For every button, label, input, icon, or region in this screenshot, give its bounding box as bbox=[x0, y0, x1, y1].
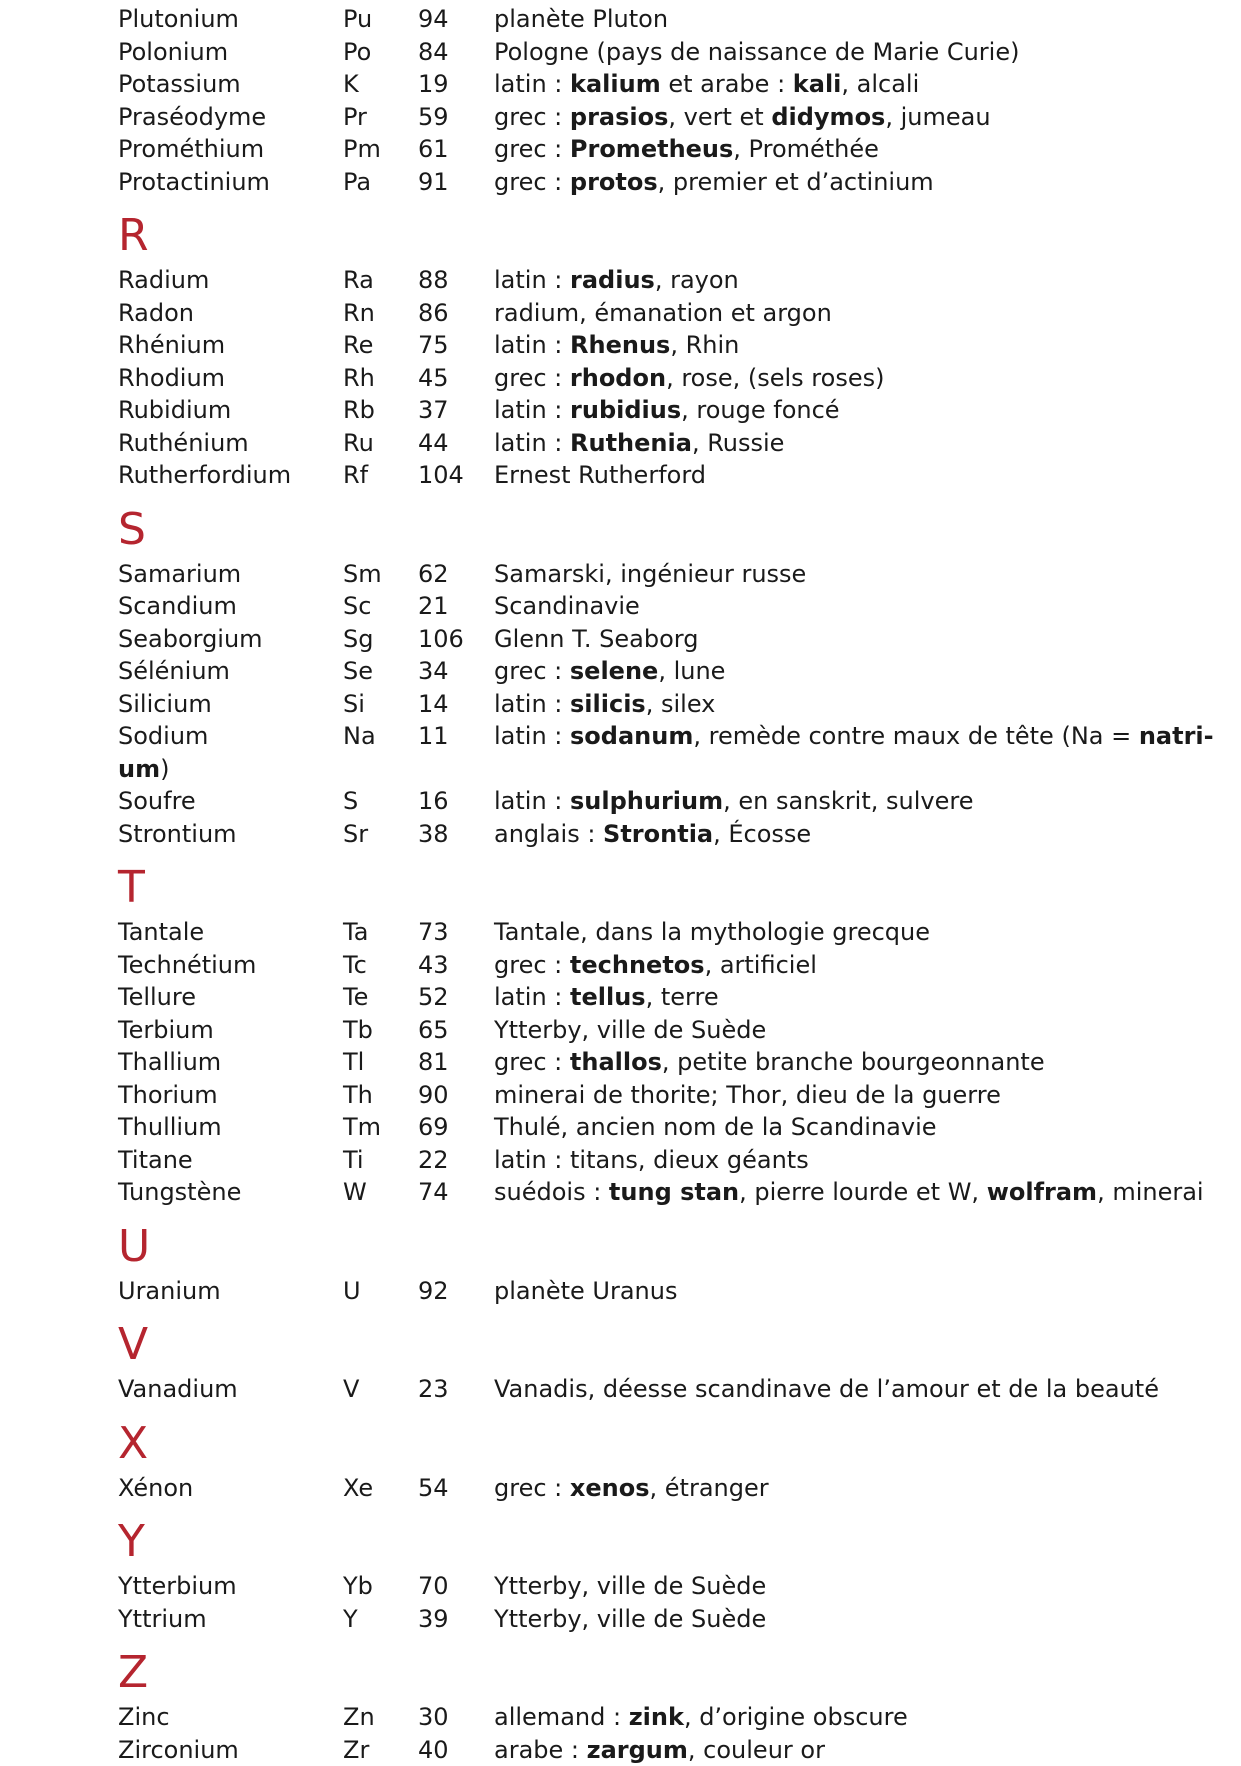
section-letter: Y bbox=[0, 1506, 1241, 1574]
element-symbol: Pr bbox=[343, 101, 367, 134]
element-row bbox=[0, 1570, 1241, 1603]
atomic-number: 61 bbox=[418, 133, 449, 166]
origin-text: , rayon bbox=[655, 266, 739, 294]
origin-text: , Prométhée bbox=[733, 135, 879, 163]
origin-text: , petite branche bourgeonnante bbox=[662, 1048, 1045, 1076]
origin-text: Glenn T. Seaborg bbox=[494, 625, 698, 653]
element-name: Rutherfordium bbox=[118, 459, 291, 492]
element-row bbox=[0, 655, 1241, 688]
element-row bbox=[0, 590, 1241, 623]
element-symbol: Rb bbox=[343, 394, 375, 427]
origin-term: um bbox=[118, 755, 160, 783]
element-name: Rhodium bbox=[118, 362, 225, 395]
element-name: Ytterbium bbox=[118, 1570, 237, 1603]
element-name: Titane bbox=[118, 1144, 193, 1177]
atomic-number: 86 bbox=[418, 297, 449, 330]
atomic-number: 22 bbox=[418, 1144, 449, 1177]
origin-term: selene bbox=[570, 657, 658, 685]
atomic-number: 92 bbox=[418, 1275, 449, 1308]
atomic-number: 73 bbox=[418, 916, 449, 949]
element-row bbox=[0, 3, 1241, 36]
origin-text: planète Pluton bbox=[494, 5, 668, 33]
element-origin bbox=[494, 297, 1214, 330]
origin-text: Pologne (pays de naissance de Marie Curie) bbox=[494, 38, 1019, 66]
element-name: Tungstène bbox=[118, 1176, 241, 1209]
origin-text: , couleur or bbox=[688, 1736, 825, 1764]
element-origin bbox=[494, 427, 1214, 460]
element-symbol: Tm bbox=[343, 1111, 381, 1144]
element-symbol: Tl bbox=[343, 1046, 364, 1079]
origin-text: latin : bbox=[494, 266, 570, 294]
origin-text: , minerai bbox=[1097, 1178, 1204, 1206]
atomic-number: 90 bbox=[418, 1079, 449, 1112]
origin-text: Ytterby, ville de Suède bbox=[494, 1572, 766, 1600]
origin-text: latin : bbox=[494, 690, 570, 718]
section-letter: X bbox=[0, 1408, 1241, 1476]
origin-text: latin : bbox=[494, 983, 570, 1011]
element-row bbox=[0, 329, 1241, 362]
origin-text: , silex bbox=[646, 690, 716, 718]
origin-text: Scandinavie bbox=[494, 592, 640, 620]
element-origin bbox=[494, 1144, 1214, 1177]
origin-text: grec : bbox=[494, 135, 570, 163]
element-row bbox=[0, 623, 1241, 656]
origin-text: , remède contre maux de tête (Na = bbox=[693, 722, 1139, 750]
origin-text: suédois : bbox=[494, 1178, 609, 1206]
element-name: Silicium bbox=[118, 688, 212, 721]
element-symbol: Sc bbox=[343, 590, 371, 623]
element-origin bbox=[494, 1275, 1214, 1308]
origin-text: grec : bbox=[494, 364, 570, 392]
origin-text: , d’origine obscure bbox=[684, 1703, 908, 1731]
origin-text: latin : bbox=[494, 722, 570, 750]
atomic-number: 69 bbox=[418, 1111, 449, 1144]
element-row bbox=[0, 981, 1241, 1014]
element-name: Yttrium bbox=[118, 1603, 207, 1636]
origin-term: zargum bbox=[587, 1736, 688, 1764]
element-symbol: Rh bbox=[343, 362, 375, 395]
atomic-number: 14 bbox=[418, 688, 449, 721]
atomic-number: 11 bbox=[418, 720, 449, 753]
atomic-number: 104 bbox=[418, 459, 464, 492]
element-row bbox=[0, 1275, 1241, 1308]
atomic-number: 45 bbox=[418, 362, 449, 395]
element-origin bbox=[494, 68, 1214, 101]
origin-text: grec : bbox=[494, 1474, 570, 1502]
origin-term: silicis bbox=[570, 690, 646, 718]
element-name: Rubidium bbox=[118, 394, 231, 427]
element-symbol: Rf bbox=[343, 459, 368, 492]
element-symbol: S bbox=[343, 785, 358, 818]
element-name: Thorium bbox=[118, 1079, 218, 1112]
element-row bbox=[0, 1373, 1241, 1406]
element-symbol: Zn bbox=[343, 1701, 375, 1734]
atomic-number: 62 bbox=[418, 558, 449, 591]
element-origin bbox=[494, 459, 1214, 492]
element-symbol: Pa bbox=[343, 166, 371, 199]
element-name: Sodium bbox=[118, 720, 208, 753]
element-name: Potassium bbox=[118, 68, 241, 101]
element-origin bbox=[494, 329, 1214, 362]
element-row bbox=[0, 1144, 1241, 1177]
origin-term: protos bbox=[570, 168, 658, 196]
element-name: Tantale bbox=[118, 916, 204, 949]
element-symbol: V bbox=[343, 1373, 359, 1406]
origin-term: zink bbox=[629, 1703, 684, 1731]
element-symbol: Sg bbox=[343, 623, 373, 656]
origin-text: , étranger bbox=[650, 1474, 769, 1502]
element-name: Seaborgium bbox=[118, 623, 263, 656]
element-name: Scandium bbox=[118, 590, 237, 623]
element-symbol: U bbox=[343, 1275, 361, 1308]
origin-term: prasios bbox=[570, 103, 669, 131]
element-row bbox=[0, 68, 1241, 101]
origin-text: allemand : bbox=[494, 1703, 629, 1731]
element-origin bbox=[494, 1046, 1214, 1079]
element-symbol: Sr bbox=[343, 818, 368, 851]
atomic-number: 59 bbox=[418, 101, 449, 134]
origin-term: tellus bbox=[570, 983, 646, 1011]
origin-term: Rhenus bbox=[570, 331, 670, 359]
element-name: Prométhium bbox=[118, 133, 264, 166]
origin-term: sodanum bbox=[570, 722, 693, 750]
element-symbol: Y bbox=[343, 1603, 358, 1636]
origin-term: tung stan bbox=[609, 1178, 739, 1206]
origin-text: , vert et bbox=[668, 103, 771, 131]
origin-text: radium, émanation et argon bbox=[494, 299, 832, 327]
element-symbol: Re bbox=[343, 329, 373, 362]
origin-term: sulphurium bbox=[570, 787, 723, 815]
origin-term: rhodon bbox=[570, 364, 666, 392]
element-symbol: Th bbox=[343, 1079, 373, 1112]
origin-text: , premier et d’actinium bbox=[658, 168, 934, 196]
element-name: Uranium bbox=[118, 1275, 221, 1308]
element-row bbox=[0, 688, 1241, 721]
origin-text: grec : bbox=[494, 168, 570, 196]
element-name: Rhénium bbox=[118, 329, 225, 362]
element-symbol: Rn bbox=[343, 297, 375, 330]
element-name: Praséodyme bbox=[118, 101, 266, 134]
origin-text: Samarski, ingénieur russe bbox=[494, 560, 806, 588]
element-name: Terbium bbox=[118, 1014, 214, 1047]
element-row bbox=[0, 1472, 1241, 1505]
element-name: Thullium bbox=[118, 1111, 222, 1144]
element-row bbox=[0, 916, 1241, 949]
element-symbol: Zr bbox=[343, 1734, 369, 1766]
atomic-number: 75 bbox=[418, 329, 449, 362]
element-symbol: Ti bbox=[343, 1144, 364, 1177]
origin-term: natri- bbox=[1139, 722, 1214, 750]
element-row bbox=[0, 297, 1241, 330]
element-origin bbox=[494, 1373, 1214, 1406]
origin-term: kalium bbox=[570, 70, 661, 98]
element-row bbox=[0, 459, 1241, 492]
element-row bbox=[0, 720, 1241, 785]
origin-text: latin : titans, dieux géants bbox=[494, 1146, 809, 1174]
element-symbol: Sm bbox=[343, 558, 382, 591]
element-symbol: Po bbox=[343, 36, 371, 69]
element-name: Protactinium bbox=[118, 166, 270, 199]
origin-text: , Rhin bbox=[670, 331, 739, 359]
element-origin bbox=[494, 1111, 1214, 1144]
atomic-number: 23 bbox=[418, 1373, 449, 1406]
element-origin bbox=[494, 1472, 1214, 1505]
atomic-number: 52 bbox=[418, 981, 449, 1014]
origin-term: kali bbox=[793, 70, 842, 98]
element-name: Thallium bbox=[118, 1046, 221, 1079]
origin-term: radius bbox=[570, 266, 655, 294]
origin-text: latin : bbox=[494, 70, 570, 98]
element-name: Soufre bbox=[118, 785, 196, 818]
element-symbol: Te bbox=[343, 981, 368, 1014]
element-name: Strontium bbox=[118, 818, 237, 851]
atomic-number: 19 bbox=[418, 68, 449, 101]
element-row bbox=[0, 36, 1241, 69]
origin-text: , terre bbox=[646, 983, 719, 1011]
element-origin bbox=[494, 36, 1214, 69]
element-name: Tellure bbox=[118, 981, 196, 1014]
element-origin bbox=[494, 949, 1214, 982]
atomic-number: 91 bbox=[418, 166, 449, 199]
element-symbol: Ru bbox=[343, 427, 374, 460]
atomic-number: 38 bbox=[418, 818, 449, 851]
atomic-number: 37 bbox=[418, 394, 449, 427]
element-origin bbox=[494, 264, 1214, 297]
element-origin bbox=[494, 916, 1214, 949]
atomic-number: 106 bbox=[418, 623, 464, 656]
element-origin bbox=[494, 101, 1214, 134]
element-row bbox=[0, 166, 1241, 199]
origin-text: , Russie bbox=[692, 429, 785, 457]
element-row bbox=[0, 1014, 1241, 1047]
origin-term: Prometheus bbox=[570, 135, 733, 163]
element-symbol: Xe bbox=[343, 1472, 373, 1505]
element-origin bbox=[494, 362, 1214, 395]
atomic-number: 16 bbox=[418, 785, 449, 818]
atomic-number: 81 bbox=[418, 1046, 449, 1079]
atomic-number: 54 bbox=[418, 1472, 449, 1505]
section-letter: R bbox=[0, 200, 1241, 268]
element-row bbox=[0, 558, 1241, 591]
element-origin bbox=[494, 1014, 1214, 1047]
origin-text: grec : bbox=[494, 103, 570, 131]
element-origin bbox=[494, 1701, 1214, 1734]
element-symbol: Pu bbox=[343, 3, 372, 36]
element-symbol: Pm bbox=[343, 133, 381, 166]
origin-text: grec : bbox=[494, 1048, 570, 1076]
element-name: Xénon bbox=[118, 1472, 193, 1505]
element-origin bbox=[494, 1570, 1214, 1603]
origin-term: Strontia bbox=[603, 820, 713, 848]
element-symbol: K bbox=[343, 68, 359, 101]
origin-text: ) bbox=[160, 755, 169, 783]
atomic-number: 39 bbox=[418, 1603, 449, 1636]
element-origin bbox=[494, 623, 1214, 656]
origin-text: minerai de thorite; Thor, dieu de la guerre bbox=[494, 1081, 1001, 1109]
element-origin bbox=[494, 1603, 1214, 1636]
element-name: Polonium bbox=[118, 36, 228, 69]
atomic-number: 88 bbox=[418, 264, 449, 297]
element-origin bbox=[494, 981, 1214, 1014]
element-symbol: Ra bbox=[343, 264, 374, 297]
element-row bbox=[0, 1176, 1241, 1209]
origin-text: , en sanskrit, sulvere bbox=[723, 787, 973, 815]
origin-text: planète Uranus bbox=[494, 1277, 677, 1305]
atomic-number: 40 bbox=[418, 1734, 449, 1766]
origin-text: Ernest Rutherford bbox=[494, 461, 706, 489]
element-row bbox=[0, 1046, 1241, 1079]
origin-text: grec : bbox=[494, 951, 570, 979]
origin-term: xenos bbox=[570, 1474, 650, 1502]
origin-text: , jumeau bbox=[885, 103, 990, 131]
element-symbol: Na bbox=[343, 720, 376, 753]
element-origin bbox=[494, 394, 1214, 427]
element-row bbox=[0, 1079, 1241, 1112]
element-row bbox=[0, 785, 1241, 818]
element-name: Ruthénium bbox=[118, 427, 249, 460]
element-row bbox=[0, 394, 1241, 427]
element-origin bbox=[494, 655, 1214, 688]
origin-text: Ytterby, ville de Suède bbox=[494, 1605, 766, 1633]
atomic-number: 94 bbox=[418, 3, 449, 36]
element-origin bbox=[494, 1079, 1214, 1112]
origin-term: didymos bbox=[771, 103, 885, 131]
element-origin bbox=[494, 166, 1214, 199]
atomic-number: 43 bbox=[418, 949, 449, 982]
element-row bbox=[0, 101, 1241, 134]
origin-text: et arabe : bbox=[661, 70, 793, 98]
atomic-number: 70 bbox=[418, 1570, 449, 1603]
element-symbol: Tc bbox=[343, 949, 367, 982]
element-name: Technétium bbox=[118, 949, 256, 982]
origin-text: , pierre lourde et W, bbox=[739, 1178, 987, 1206]
element-origin bbox=[494, 688, 1214, 721]
element-row bbox=[0, 1701, 1241, 1734]
origin-text: , rouge foncé bbox=[681, 396, 839, 424]
origin-text: Vanadis, déesse scandinave de l’amour et de la beauté bbox=[494, 1375, 1159, 1403]
element-symbol: W bbox=[343, 1176, 367, 1209]
element-symbol: Yb bbox=[343, 1570, 373, 1603]
element-symbol: Tb bbox=[343, 1014, 373, 1047]
element-origin bbox=[494, 1734, 1214, 1766]
element-row bbox=[0, 362, 1241, 395]
element-symbol: Ta bbox=[343, 916, 368, 949]
origin-term: thallos bbox=[570, 1048, 662, 1076]
element-name: Zinc bbox=[118, 1701, 170, 1734]
origin-text: anglais : bbox=[494, 820, 603, 848]
atomic-number: 21 bbox=[418, 590, 449, 623]
element-row bbox=[0, 1111, 1241, 1144]
origin-term: rubidius bbox=[570, 396, 681, 424]
element-origin bbox=[494, 720, 1214, 753]
origin-text: latin : bbox=[494, 331, 570, 359]
atomic-number: 34 bbox=[418, 655, 449, 688]
origin-text: arabe : bbox=[494, 1736, 587, 1764]
element-name: Samarium bbox=[118, 558, 241, 591]
element-row bbox=[0, 949, 1241, 982]
atomic-number: 65 bbox=[418, 1014, 449, 1047]
atomic-number: 74 bbox=[418, 1176, 449, 1209]
origin-term: technetos bbox=[570, 951, 705, 979]
element-origin bbox=[494, 3, 1214, 36]
origin-text: grec : bbox=[494, 657, 570, 685]
origin-term: Ruthenia bbox=[570, 429, 692, 457]
element-symbol: Si bbox=[343, 688, 365, 721]
origin-text: latin : bbox=[494, 396, 570, 424]
section-letter: U bbox=[0, 1211, 1241, 1279]
element-name: Radium bbox=[118, 264, 209, 297]
element-origin bbox=[494, 1176, 1214, 1209]
origin-text: Ytterby, ville de Suède bbox=[494, 1016, 766, 1044]
section-letter: S bbox=[0, 494, 1241, 562]
section-letter: Z bbox=[0, 1637, 1241, 1705]
element-name: Vanadium bbox=[118, 1373, 238, 1406]
origin-text: Thulé, ancien nom de la Scandinavie bbox=[494, 1113, 937, 1141]
element-origin bbox=[494, 818, 1214, 851]
element-name: Plutonium bbox=[118, 3, 239, 36]
origin-text: , lune bbox=[658, 657, 725, 685]
atomic-number: 44 bbox=[418, 427, 449, 460]
section-letter: V bbox=[0, 1309, 1241, 1377]
element-name: Radon bbox=[118, 297, 194, 330]
atomic-number: 84 bbox=[418, 36, 449, 69]
element-name: Sélénium bbox=[118, 655, 230, 688]
origin-text: latin : bbox=[494, 429, 570, 457]
element-origin bbox=[494, 133, 1214, 166]
element-row bbox=[0, 427, 1241, 460]
origin-text: Tantale, dans la mythologie grecque bbox=[494, 918, 930, 946]
element-row bbox=[0, 133, 1241, 166]
element-origin bbox=[494, 558, 1214, 591]
element-row bbox=[0, 1734, 1241, 1766]
element-symbol: Se bbox=[343, 655, 373, 688]
atomic-number: 30 bbox=[418, 1701, 449, 1734]
element-origin bbox=[494, 590, 1214, 623]
element-row bbox=[0, 264, 1241, 297]
origin-term: wolfram bbox=[987, 1178, 1097, 1206]
element-row bbox=[0, 818, 1241, 851]
origin-text: , alcali bbox=[841, 70, 919, 98]
section-letter: T bbox=[0, 852, 1241, 920]
origin-text: , artificiel bbox=[705, 951, 817, 979]
element-origin-continuation bbox=[118, 753, 169, 786]
element-row bbox=[0, 1603, 1241, 1636]
element-name: Zirconium bbox=[118, 1734, 239, 1766]
origin-text: , rose, (sels roses) bbox=[666, 364, 884, 392]
origin-text: , Écosse bbox=[713, 820, 811, 848]
origin-text: latin : bbox=[494, 787, 570, 815]
element-origin bbox=[494, 785, 1214, 818]
